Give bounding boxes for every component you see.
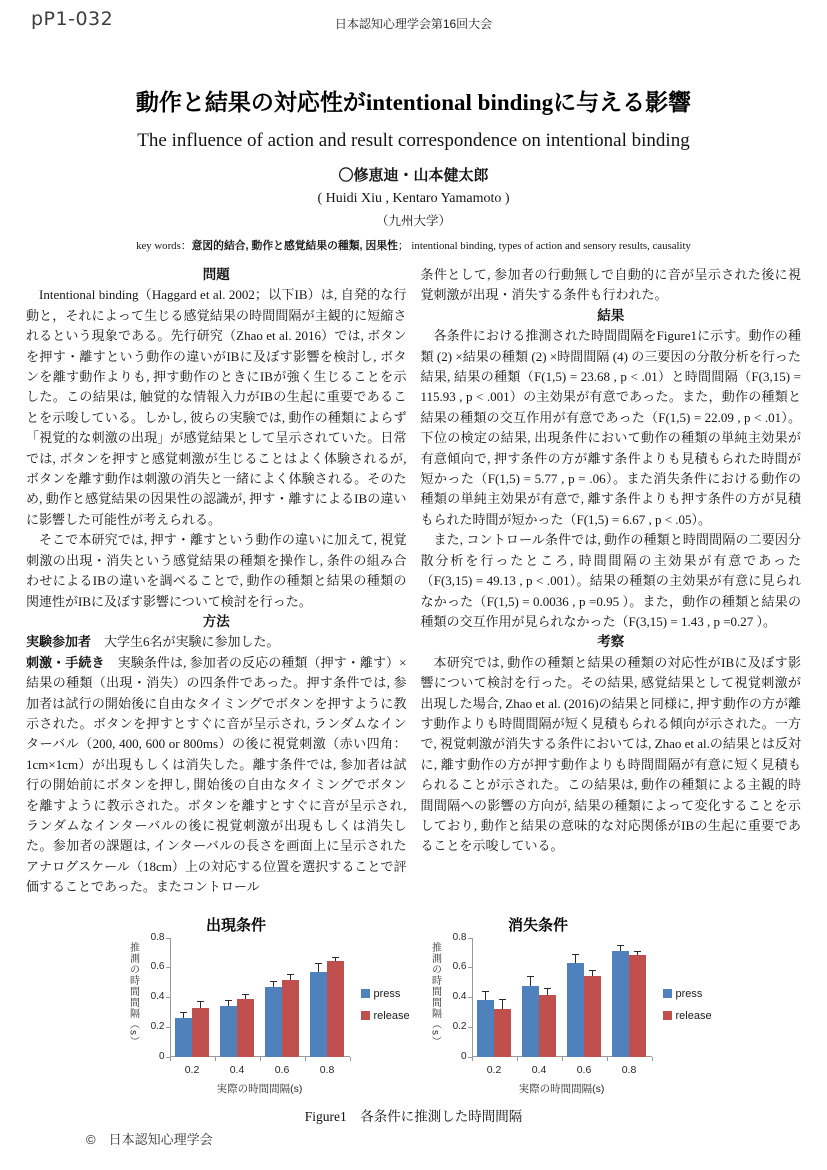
bar-press — [522, 986, 539, 1057]
chart-title: 出現条件 — [205, 916, 266, 934]
paragraph: 刺激・手続き 実験条件は, 参加者の反応の種類（押す・離す）×結果の種類（出現・消失）の四条件であった。押す条件では, 参加者は試行の開始後に自由なタイミングでボタンを押すように教示された。ボタンを押すとすぐに音が呈示され, ランダムなインターバル（200, 400, 600 or 800ms）の後に視覚刺激（赤い四角：1cm×1cm）が出現もしくは消失した。離す条件では, 参加者は試行の開始前にボタンを押し, 開始後の自由なタイミングでボタンを離すように教示された。ボタンを離すとすぐに音が呈示され, ランダムなインターバルの後に視覚刺激が出現もしくは消失した。参加者の課題は, インターバルの長さを画面上に呈示されたアナログスケール（18cm）上の対応する位置を選択することで評価することであった。またコントロール — [26, 654, 407, 895]
error-bar-cap — [332, 957, 339, 958]
right-column — [421, 265, 802, 898]
bar-release — [584, 976, 601, 1056]
y-tick-mark — [166, 967, 170, 968]
x-tick-mark — [260, 1057, 261, 1061]
y-tick-label: 0.4 — [452, 991, 467, 1003]
paragraph: 条件として, 参加者の行動無しで自動的に音が呈示された後に視覚刺激が出現・消失する条件も行われた。 — [420, 267, 801, 303]
release-legend-swatch — [663, 1011, 672, 1020]
x-tick-label: 0.8 — [621, 1063, 637, 1076]
bar-release — [282, 980, 299, 1057]
y-axis-label: 推測の時間間隔（s） — [127, 941, 139, 1047]
paragraph: また, コントロール条件では, 動作の種類と時間間隔の二要因分散分析を行ったところ, 時間間隔の主効果が有意であった（F(3,15) = 49.13 , p < .001）。結果の種類の主効果が有意に見られなかった（F(1,5) = 0.0036 , p =0.95 ）。また，動作の種類と結果の種類の交互作用が見られなかった（F(3,15) = 1.43 , p =0.27 ）。 — [420, 532, 801, 629]
conference-name: 日本認知心理学会第16回大会 — [334, 17, 493, 31]
x-tick-mark — [215, 1057, 216, 1061]
bar-release — [192, 1008, 209, 1057]
x-tick-mark — [170, 1057, 171, 1061]
x-tick-label: 0.8 — [319, 1063, 335, 1076]
legend-item — [361, 1010, 410, 1022]
keywords-prefix: key words： — [136, 240, 192, 252]
page-title-english: The influence of action and result correspondence on intentional binding — [137, 130, 690, 151]
legend-label: press — [373, 987, 401, 1000]
legend — [361, 988, 410, 1032]
error-bar — [575, 954, 576, 963]
bar-release — [629, 955, 646, 1057]
x-tick-label: 0.2 — [184, 1063, 200, 1076]
y-tick-mark — [468, 1027, 472, 1028]
x-tick-label: 0.4 — [229, 1063, 245, 1076]
y-tick-label: 0.6 — [150, 961, 165, 973]
legend-label: release — [373, 1009, 410, 1022]
error-bar — [530, 976, 531, 986]
legend — [663, 988, 712, 1032]
y-tick-label: 0 — [460, 1050, 467, 1062]
paper-id: pP1-032 — [31, 8, 114, 30]
y-tick-label: 0.4 — [150, 991, 165, 1003]
body-columns — [0, 253, 827, 898]
section-heading: 方法 — [202, 613, 230, 629]
error-bar-cap — [197, 1001, 204, 1002]
bar-release — [237, 999, 254, 1056]
press-legend-swatch — [663, 989, 672, 998]
press-legend-swatch — [361, 989, 370, 998]
x-tick-mark — [607, 1057, 608, 1061]
error-bar-cap — [634, 951, 641, 952]
bar-chart-disappearance — [425, 914, 712, 1097]
bar-release — [327, 961, 344, 1056]
legend-label: release — [675, 1009, 712, 1022]
bar-press — [612, 951, 629, 1057]
x-axis-label: 実際の時間間隔(s) — [216, 1082, 303, 1095]
bar-release — [494, 1009, 511, 1057]
x-tick-mark — [350, 1057, 351, 1061]
y-tick-mark — [166, 997, 170, 998]
error-bar — [547, 988, 548, 995]
paragraph: 各条件における推測された時間間隔をFigure1に示す。動作の種類 (2) ×結果の種類 (2) ×時間間隔 (4) の三要因の分散分析を行った結果, 結果の種類（F(1,5) = 23.68 , p < .01）と時間間隔（F(3,15) = 115.93 , p < .001）の主効果が有意であった。また，動作の種類と結果の種類の交互作用が有意であった（F(1,5) = 22.09 , p < .01）。下位の検定の結果, 出現条件において動作の種類の単純主効果が有意傾向で, 押す条件の方が離す条件よりも見積もられた時間が短かった（F(1,5) = 5.77 , p = .06）。また消失条件における動作の種類の単純主効果が有意で, 離す条件よりも押す条件の方が見積もられた時間が短かった（F(1,5) = 6.67 , p < .05）。 — [420, 328, 801, 527]
bar-press — [477, 1000, 494, 1057]
x-tick-mark — [517, 1057, 518, 1061]
x-tick-mark — [305, 1057, 306, 1061]
y-tick-mark — [166, 938, 170, 939]
y-tick-label: 0.2 — [150, 1020, 165, 1032]
bar-press — [175, 1018, 192, 1057]
error-bar-cap — [544, 988, 551, 989]
y-axis-label: 推測の時間間隔（s） — [429, 941, 441, 1047]
paragraph: 実験参加者 大学生6名が実験に参加した。 — [26, 634, 280, 650]
y-tick-mark — [468, 997, 472, 998]
run-in-heading: 実験参加者 — [26, 634, 92, 650]
bar-press — [310, 972, 327, 1057]
y-tick-mark — [166, 1027, 170, 1028]
error-bar-cap — [270, 981, 277, 982]
error-bar-cap — [617, 945, 624, 946]
bar-press — [567, 963, 584, 1057]
y-tick-label: 0.2 — [452, 1020, 467, 1032]
y-tick-label: 0.6 — [452, 961, 467, 973]
error-bar-cap — [527, 976, 534, 977]
keywords-japanese: 意図的結合, 動作と感覚結果の種類, 因果性 — [191, 240, 398, 252]
x-tick-label: 0.6 — [576, 1063, 592, 1076]
chart-title: 消失条件 — [507, 916, 568, 934]
authors-english: ( Huidi Xiu , Kentaro Yamamoto ) — [317, 191, 510, 206]
legend-item — [663, 1010, 712, 1022]
error-bar — [502, 999, 503, 1009]
bar-chart-appearance — [123, 914, 410, 1097]
section-heading: 結果 — [597, 307, 625, 323]
paragraph: Intentional binding（Haggard et al. 2002；以下IB）は, 自発的な行動と，それによって生じる感覚結果の時間間隔が主観的に短縮されるという現象である。先行研究（Zhao et al. 2016）では, ボタンを押す・離すという動作の違いがIBに及ぼす影響を検討し, ボタンを離す動作よりも, 押す動作のときにIBが強く生じることを示した。この結果は, 触覚的な情報入力がIBの生起に重要であることを示唆している。しかし, 彼らの実験では, 動作の種類によらず「視覚的な刺激の出現」が感覚結果として呈示されていた。日常では, ボタンを押すと感覚刺激が生じることはよく体験されるが, ボタンを離す動作は刺激の消失と一緒によく体験される。そのため, 動作と感覚結果の因果性の認識が, 押す・離すによるIBの違いに影響した可能性が考えられる。 — [26, 287, 407, 527]
error-bar-cap — [180, 1012, 187, 1013]
x-tick-mark — [562, 1057, 563, 1061]
figure-caption: Figure1 各条件に推測した時間間隔 — [304, 1108, 523, 1124]
x-tick-mark — [652, 1057, 653, 1061]
section-heading: 考察 — [597, 634, 625, 650]
x-tick-label: 0.2 — [486, 1063, 502, 1076]
bar-press — [220, 1006, 237, 1057]
copyright-footer: © 日本認知心理学会 — [86, 1132, 213, 1147]
bar-release — [539, 995, 556, 1057]
error-bar-cap — [225, 1000, 232, 1001]
error-bar-cap — [242, 994, 249, 995]
paragraph: 本研究では, 動作の種類と結果の種類の対応性がIBに及ぼす影響について検討を行った。その結果, 感覚結果として視覚刺激が出現した場合, Zhao et al. (2016)の結果と同様に, 押す動作の方が離す動作よりも時間間隔が短く見積もられる傾向が示された。一方で, 視覚刺激が消失する条件においては, Zhao et al.の結果とは反対に, 離す動作の方が押す動作よりも時間間隔が有意に短く見積もられることが示された。この結果は, 動作の種類による主観的時間間隔への影響の方向が, 結果の種類によって変化することを示しており, 動作と結果の意味的な対応関係がIBの生起に重要であることを示唆している。 — [420, 654, 801, 854]
section-heading: 問題 — [202, 267, 230, 282]
affiliation: （九州大学） — [375, 214, 451, 228]
page-title: 動作と結果の対応性がintentional bindingに与える影響 — [135, 90, 692, 115]
error-bar-cap — [589, 970, 596, 971]
keywords-line — [0, 238, 827, 253]
release-legend-swatch — [361, 1011, 370, 1020]
x-tick-label: 0.4 — [531, 1063, 547, 1076]
error-bar-cap — [572, 954, 579, 955]
error-bar-cap — [499, 999, 506, 1000]
bar-press — [265, 987, 282, 1057]
y-tick-mark — [468, 938, 472, 939]
legend-item — [361, 988, 410, 1000]
error-bar — [200, 1001, 201, 1008]
y-tick-label: 0.8 — [150, 931, 165, 943]
error-bar — [318, 963, 319, 972]
x-axis-label: 実際の時間間隔(s) — [518, 1082, 605, 1095]
run-in-heading: 刺激・手続き — [26, 654, 105, 670]
y-tick-label: 0 — [158, 1050, 165, 1062]
x-tick-label: 0.6 — [274, 1063, 290, 1076]
legend-label: press — [675, 987, 703, 1000]
y-tick-label: 0.8 — [452, 931, 467, 943]
error-bar-cap — [482, 991, 489, 992]
left-column — [26, 265, 407, 898]
error-bar — [485, 991, 486, 1000]
y-tick-mark — [468, 967, 472, 968]
keywords-english: ； intentional binding, types of action and sensory results, causality — [397, 240, 691, 252]
x-tick-mark — [472, 1057, 473, 1061]
error-bar-cap — [315, 963, 322, 964]
error-bar-cap — [287, 974, 294, 975]
legend-item — [663, 988, 712, 1000]
paragraph: そこで本研究では, 押す・離すという動作の違いに加えて, 視覚刺激の出現・消失という感覚結果の種類を操作し, 条件の組み合わせによるIBの違いを調べることで, 動作の種類と結果の種類の関連性がIBに及ぼす影響について検討を行った。 — [26, 532, 407, 609]
authors-japanese: 〇修恵迪・山本健太郎 — [338, 167, 489, 184]
figure1 — [0, 914, 827, 1097]
